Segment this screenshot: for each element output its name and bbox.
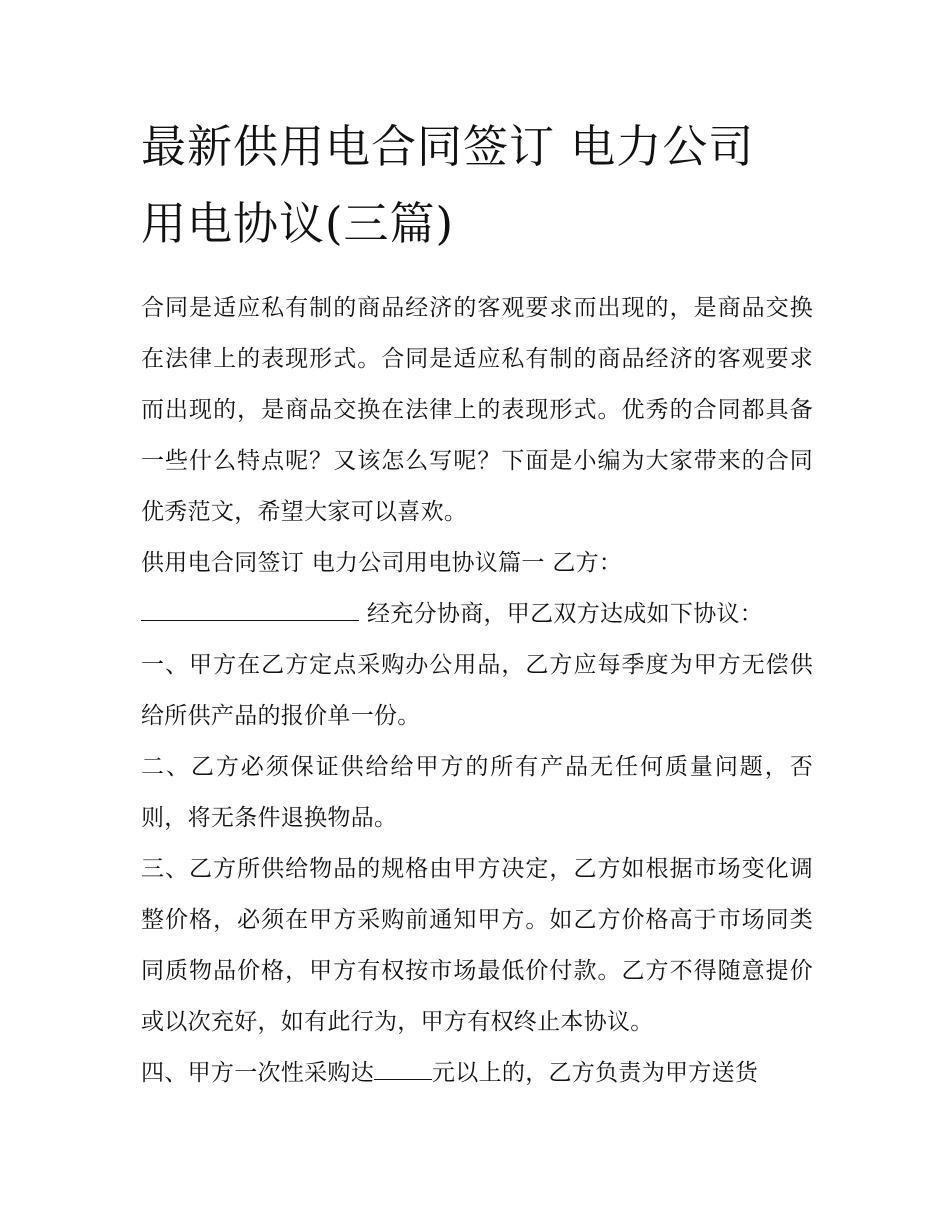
clause-4 xyxy=(141,1048,813,1099)
intro-paragraph: 合同是适应私有制的商品经济的客观要求而出现的，是商品交换在法律上的表现形式。合同是适应私有制的商品经济的客观要求而出现的，是商品交换在法律上的表现形式。优秀的合同都具备一些什么特点呢？又该怎么写呢？下面是小编为大家带来的合同优秀范文，希望大家可以喜欢。 xyxy=(141,295,813,525)
clause-4-text-before: 四、甲方一次性采购达 xyxy=(141,1060,374,1086)
agreement-line xyxy=(141,589,813,640)
party-name-blank xyxy=(141,596,359,621)
clause-3: 三、乙方所供给物品的规格由甲方决定，乙方如根据市场变化调整价格，必须在甲方采购前通知甲方。如乙方价格高于市场同类同质物品价格，甲方有权按市场最低价付款。乙方不得随意提价或以次充好，如有此行为，甲方有权终止本协议。 xyxy=(141,856,813,1035)
agreement-text: 经充分协商，甲乙双方达成如下协议： xyxy=(367,601,764,627)
clause-4-text-after: 元以上的，乙方负责为甲方送货 xyxy=(432,1060,759,1086)
document-title xyxy=(141,108,813,262)
document-page xyxy=(141,108,813,1099)
amount-blank xyxy=(374,1055,432,1080)
title-line-2: 用电协议(三篇) xyxy=(141,197,455,250)
clause-2: 二、乙方必须保证供给给甲方的所有产品无任何质量问题，否则，将无条件退换物品。 xyxy=(141,754,813,831)
section-heading: 供用电合同签订 电力公司用电协议篇一 乙方： xyxy=(141,550,623,576)
clause-1: 一、甲方在乙方定点采购办公用品，乙方应每季度为甲方无偿供给所供产品的报价单一份。 xyxy=(141,652,813,729)
title-line-1: 最新供用电合同签订 电力公司 xyxy=(141,120,755,173)
